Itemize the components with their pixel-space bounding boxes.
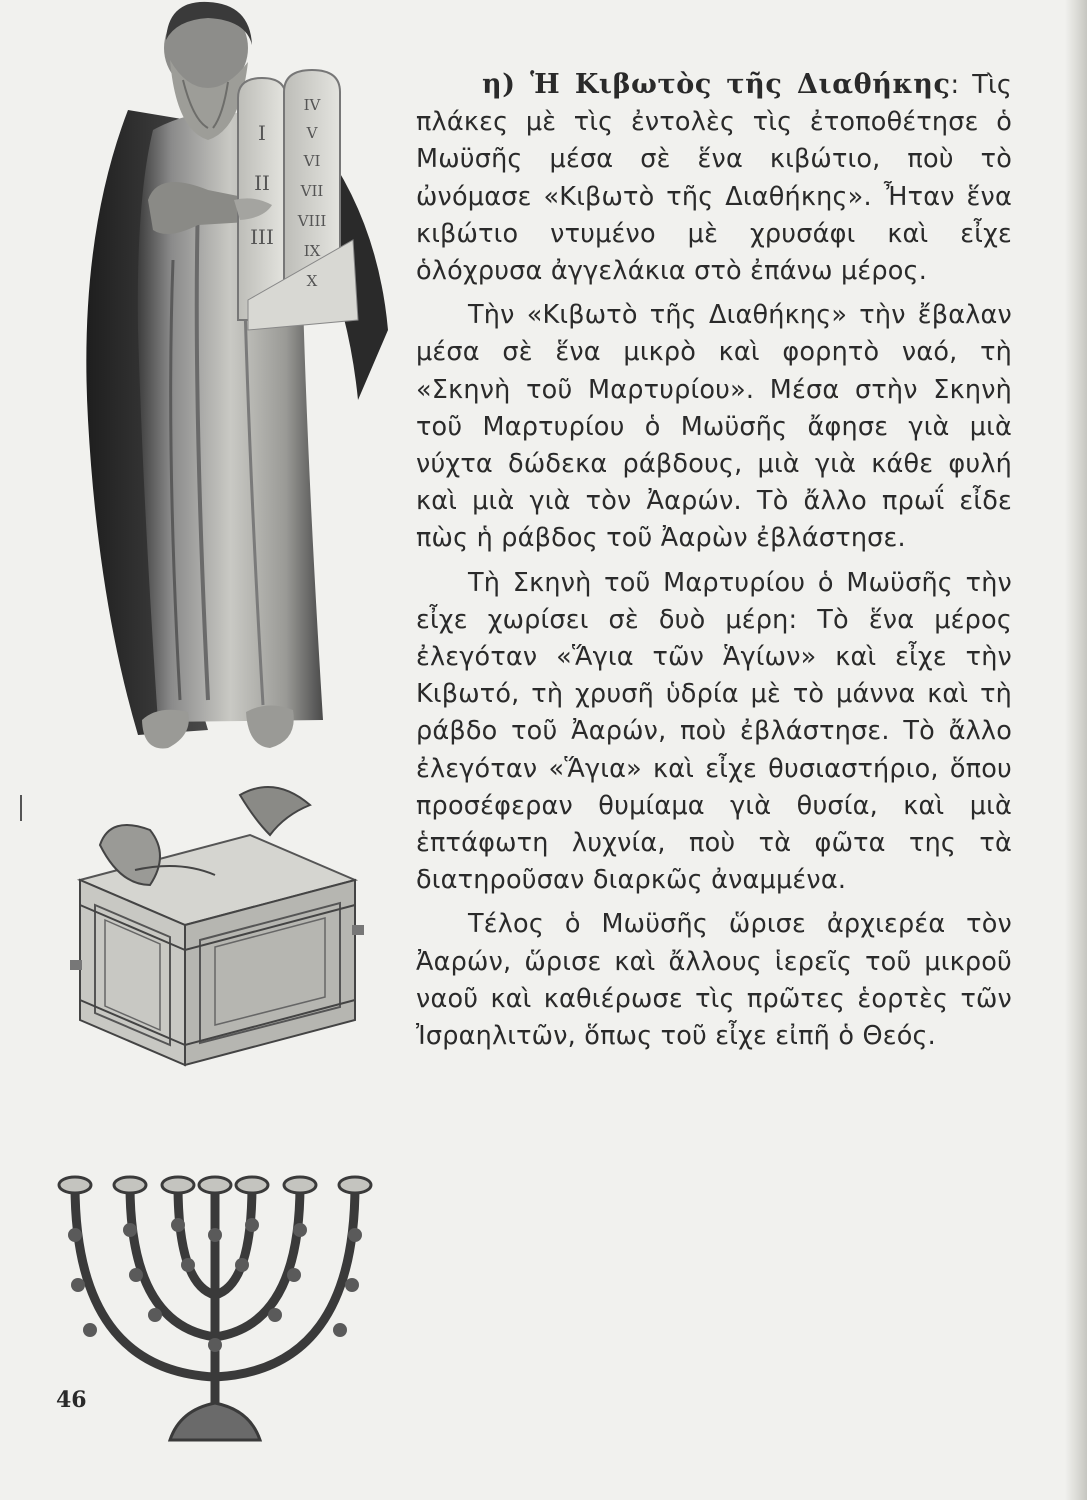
section-heading: η) Ἡ Κιβωτὸς τῆς Διαθήκης: [482, 69, 951, 100]
ark-of-covenant-illustration: [40, 775, 380, 1085]
intro-paragraph: [416, 66, 1012, 290]
tablet-numeral: V: [306, 124, 318, 142]
heading-colon: :: [950, 70, 960, 100]
paragraph: Τέλος ὁ Μωϋσῆς ὥρισε ἀρχιερέα τὸν Ἀαρών, ὥρισε καὶ ἄλλους ἱερεῖς τοῦ μικροῦ ναοῦ καὶ καθιέρωσε τὶς πρῶτες ἑορτὲς τῶν Ἰσραηλιτῶν, ὅπως τοῦ εἶχε εἰπῆ ὁ Θεός.: [416, 909, 1012, 1052]
paragraph: Τὴ Σκηνὴ τοῦ Μαρτυρίου ὁ Μωϋσῆς τὴν εἶχε χωρίσει σὲ δυὸ μέρη: Τὸ ἕνα μέρος ἐλεγόταν «Ἅγια τῶν Ἁγίων» καὶ εἶχε τὴν Κιβωτό, τὴ χρυσῆ ὑδρία μὲ τὸ μάννα καὶ τὴ ράβδο τοῦ Ἀαρών, ποὺ ἐβλάστησε. Τὸ ἄλλο ἐλεγόταν «Ἅγια» καὶ εἶχε θυσιαστήριο, ὅπου προσέφεραν θυμίαμα γιὰ θυσία, καὶ μιὰ ἑπτάφωτη λυχνία, ποὺ τὰ φῶτα της τὰ διατηροῦσαν διαρκῶς ἀναμμένα.: [416, 567, 1012, 896]
tablet-numeral: VI: [303, 152, 321, 170]
margin-mark: [20, 795, 22, 821]
text-column: [416, 66, 1012, 1062]
tablet-numeral: IX: [303, 242, 321, 260]
moses-illustration: [58, 0, 408, 760]
tablet-numeral: VII: [300, 182, 324, 200]
tablet-numeral: IV: [303, 96, 321, 114]
tablet-numeral: III: [250, 225, 274, 249]
tablet-numeral: II: [254, 171, 270, 195]
tablet-numeral: X: [306, 272, 318, 290]
tablet-numeral: I: [258, 121, 266, 145]
tablet-numeral: VIII: [297, 212, 327, 230]
paragraph: Τὴν «Κιβωτὸ τῆς Διαθήκης» τὴν ἔβαλαν μέσα σὲ ἕνα μικρὸ καὶ φορητὸ ναό, τὴ «Σκηνὴ τοῦ Μαρτυρίου». Μέσα στὴν Σκηνὴ τοῦ Μαρτυρίου ὁ Μωϋσῆς ἄφησε γιὰ μιὰ νύχτα δώδεκα ράβδους, μιὰ γιὰ κάθε φυλή καὶ μιὰ γιὰ τὸν Ἀαρών. Τὸ ἄλλο πρωΐ εἶδε πὼς ἡ ράβδος τοῦ Ἀαρὼν ἐβλάστησε.: [416, 300, 1012, 554]
intro-text: Τὶς πλάκες μὲ τὶς ἐντολὲς τὶς ἐτοποθέτησε ὁ Μωϋσῆς μέσα σὲ ἕνα κιβώτιο, ποὺ τὸ ὠνόμασε «Κιβωτὸ τῆς Διαθήκης». Ἦταν ἕνα κιβώτιο ντυμένο μὲ χρυσάφι καὶ εἶχε ὁλόχρυσα ἀγγελάκια στὸ ἐπάνω μέρος.: [416, 70, 1012, 287]
page-edge-shadow: [1065, 0, 1087, 1500]
page-number: 46: [56, 1387, 87, 1413]
